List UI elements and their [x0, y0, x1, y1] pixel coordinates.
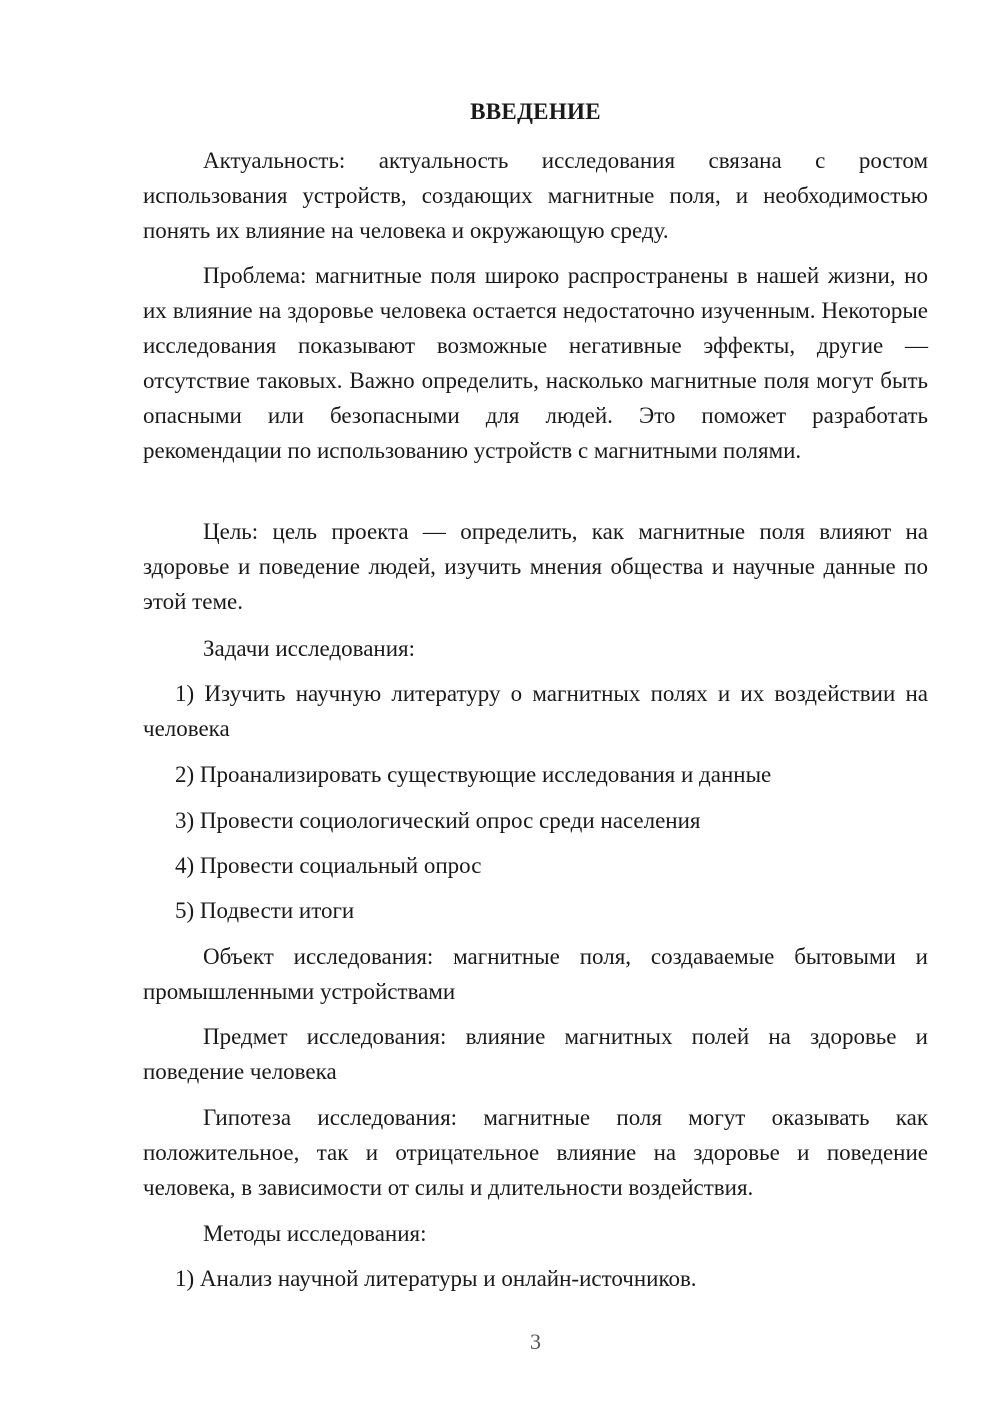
- task-item-2: 2) Проанализировать существующие исследования и данные: [175, 762, 772, 787]
- relevance-paragraph: Актуальность: актуальность исследования связана с ростом использования устройств, создающих магнитные поля, и необходимостью понять их влияние на человека и окружающую среду.: [143, 148, 928, 243]
- section-title: ВВЕДЕНИЕ: [470, 99, 601, 124]
- task-item-1: 1) Изучить научную литературу о магнитных полях и их воздействии на человека: [143, 681, 928, 741]
- tasks-heading: Задачи исследования:: [203, 636, 416, 661]
- goal-paragraph: Цель: цель проекта — определить, как магнитные поля влияют на здоровье и поведение людей, изучить мнения общества и научные данные по этой теме.: [143, 519, 928, 614]
- methods-heading: Методы исследования:: [203, 1221, 427, 1246]
- subject-paragraph: Предмет исследования: влияние магнитных полей на здоровье и поведение человека: [143, 1024, 928, 1084]
- object-paragraph: Объект исследования: магнитные поля, создаваемые бытовыми и промышленными устройствами: [143, 944, 928, 1004]
- task-item-3: 3) Провести социологический опрос среди населения: [175, 808, 701, 833]
- task-item-4: 4) Провести социальный опрос: [175, 853, 482, 878]
- problem-paragraph: Проблема: магнитные поля широко распространены в нашей жизни, но их влияние на здоровье человека остается недостаточно изученным. Некоторые исследования показывают возможные негативные эффекты, другие — отсутствие таковых. Важно определить, насколько магнитные поля могут быть опасными или безопасными для людей. Это поможет разработать рекомендации по использованию устройств с магнитными полями.: [143, 263, 928, 463]
- hypothesis-paragraph: Гипотеза исследования: магнитные поля могут оказывать как положительное, так и отрицательное влияние на здоровье и поведение человека, в зависимости от силы и длительности воздействия.: [143, 1105, 928, 1200]
- page-number: 3: [530, 1329, 541, 1354]
- method-item-1: 1) Анализ научной литературы и онлайн-источников.: [175, 1266, 697, 1291]
- task-item-5: 5) Подвести итоги: [175, 898, 355, 923]
